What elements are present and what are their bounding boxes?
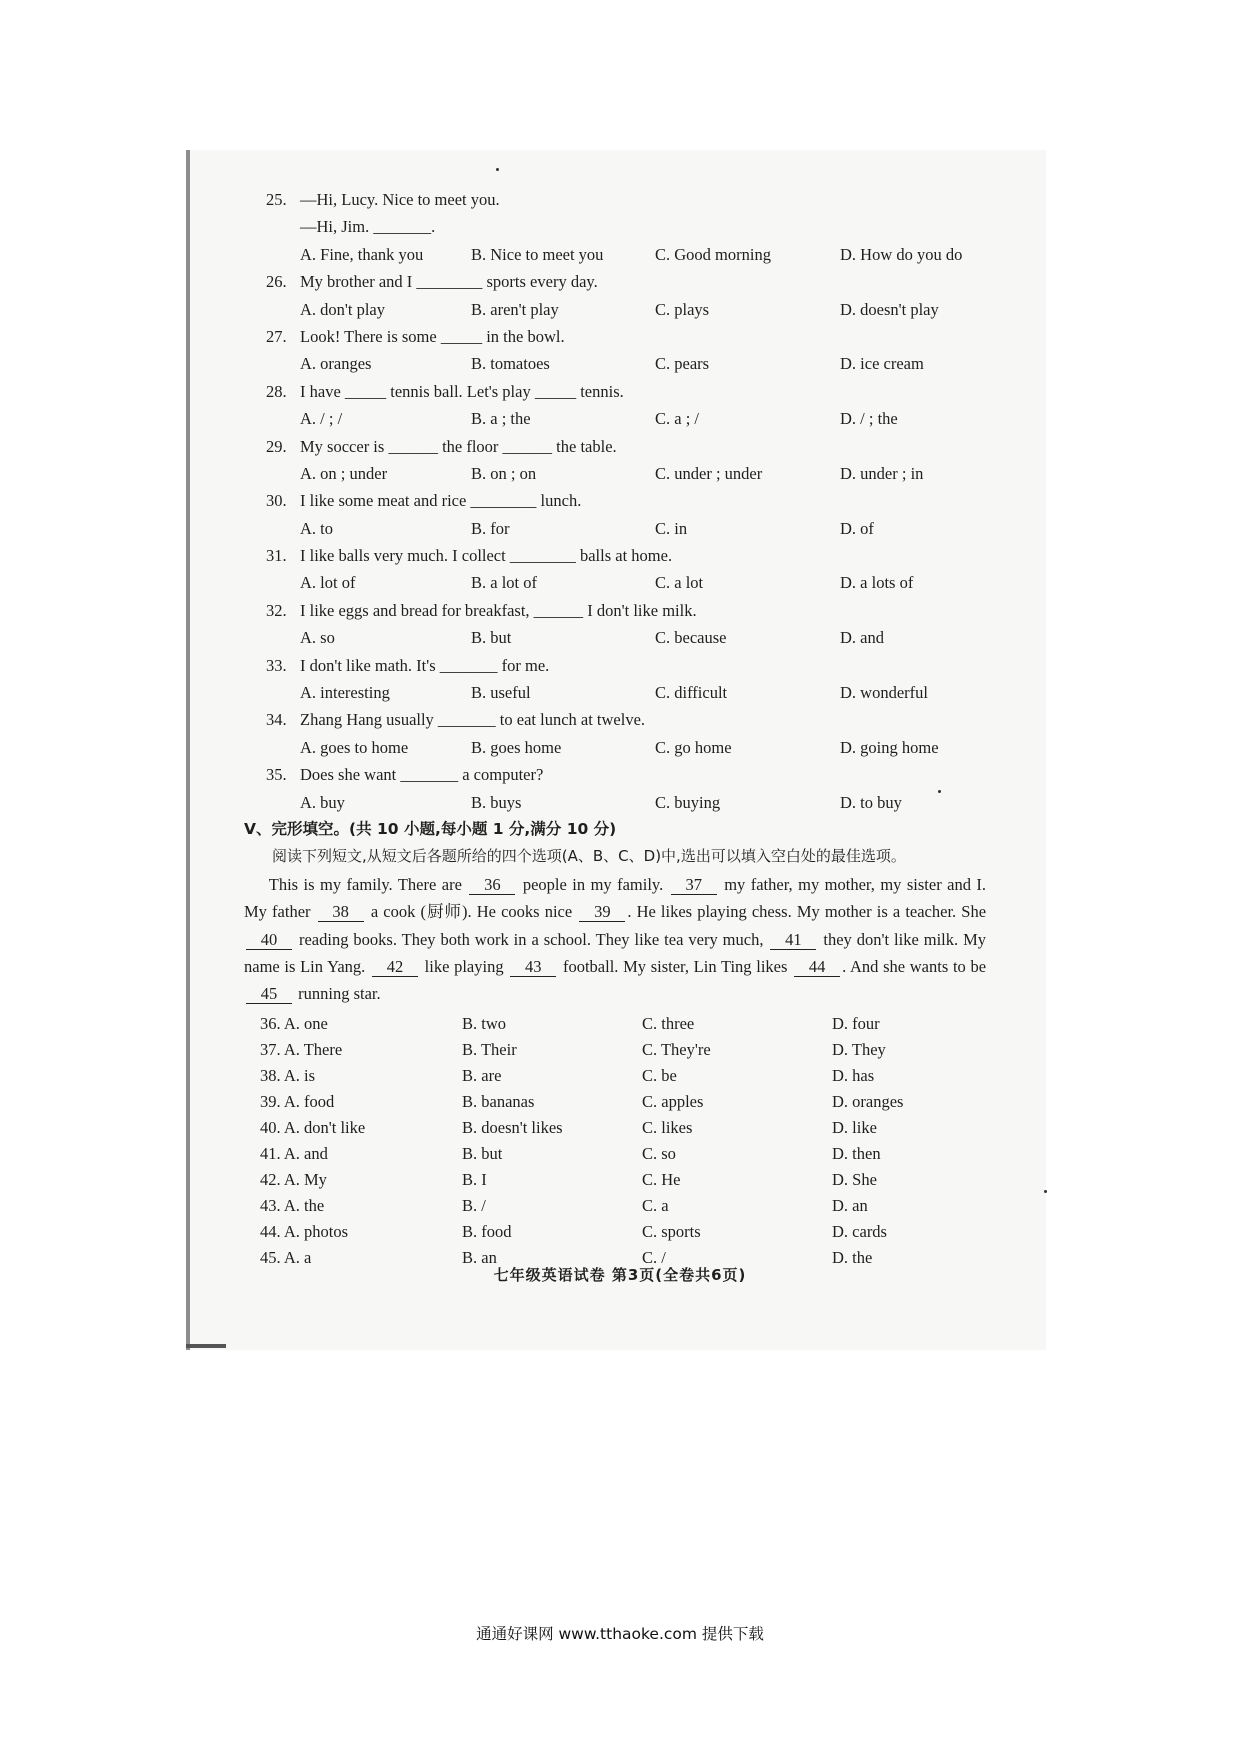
option-a: A. / ; /	[300, 409, 343, 429]
passage-text: like playing	[424, 956, 504, 976]
option-d: D. a lots of	[840, 573, 914, 593]
option-c: C. likes	[642, 1117, 693, 1137]
option-c: C. apples	[642, 1091, 704, 1111]
cloze-row-37	[260, 1036, 986, 1062]
option-a: 42. A. My	[260, 1169, 327, 1189]
options-29	[266, 460, 986, 487]
option-c: C. three	[642, 1013, 695, 1033]
question-stem: Look! There is some _____ in the bowl.	[300, 326, 565, 346]
passage-text: This is my family. There are	[268, 874, 462, 894]
option-d: D. has	[832, 1065, 875, 1085]
option-a: A. interesting	[300, 683, 390, 703]
question-number: 32.	[266, 600, 287, 620]
question-stem: My brother and I ________ sports every day.	[300, 272, 598, 292]
options-31	[266, 569, 986, 596]
question-32	[266, 597, 986, 624]
option-d: D. They	[832, 1039, 886, 1059]
option-a: 36. A. one	[260, 1013, 328, 1033]
scan-edge	[186, 1344, 226, 1348]
option-b: B. but	[471, 628, 512, 648]
question-number: 28.	[266, 381, 287, 401]
cloze-row-42	[260, 1166, 986, 1192]
option-d: D. then	[832, 1143, 881, 1163]
option-c: C. pears	[655, 354, 710, 374]
option-a: 43. A. the	[260, 1195, 325, 1215]
option-a: A. oranges	[300, 354, 372, 374]
question-stem: I like balls very much. I collect ________ balls at home.	[300, 546, 673, 566]
passage-text: . He likes playing chess. My mother is a teacher. She	[627, 902, 987, 922]
blank-39: 39	[579, 903, 625, 922]
option-d: D. doesn't play	[840, 299, 939, 319]
options-28	[266, 405, 986, 432]
question-25-reply	[266, 213, 986, 240]
question-stem: My soccer is ______ the floor ______ the table.	[300, 436, 617, 456]
option-b: B. on ; on	[471, 463, 537, 483]
question-27	[266, 323, 986, 350]
question-31	[266, 542, 986, 569]
question-26	[266, 268, 986, 295]
question-number: 25.	[266, 190, 287, 209]
option-d: D. of	[840, 518, 874, 538]
passage-text: football. My sister, Lin Ting likes	[562, 956, 788, 976]
blank-38: 38	[318, 903, 364, 922]
question-number: 33.	[266, 655, 287, 675]
option-c: C. because	[655, 628, 727, 648]
blank-37: 37	[671, 876, 717, 895]
option-a: A. lot of	[300, 573, 356, 593]
option-d: D. and	[840, 628, 884, 648]
cloze-row-36	[260, 1010, 986, 1036]
option-b: B. food	[462, 1221, 512, 1241]
option-b: B. useful	[471, 683, 531, 703]
passage-text: . And she wants to be	[842, 956, 987, 976]
download-credit: 通通好课网 www.tthaoke.com 提供下载	[476, 1625, 764, 1643]
options-26	[266, 296, 986, 323]
options-25	[266, 241, 986, 268]
option-a: A. so	[300, 628, 335, 648]
cloze-row-39	[260, 1088, 986, 1114]
option-d: D. She	[832, 1169, 877, 1189]
passage-text: my father, my mother, my sister and I. My father	[244, 874, 987, 922]
question-33	[266, 652, 986, 679]
options-30	[266, 515, 986, 542]
option-d: D. to buy	[840, 792, 902, 812]
option-d: D. going home	[840, 737, 939, 757]
option-a: 44. A. photos	[260, 1221, 349, 1241]
cloze-row-44	[260, 1218, 986, 1244]
option-b: B. two	[462, 1013, 507, 1033]
option-c: C. He	[642, 1169, 681, 1189]
option-a: A. goes to home	[300, 737, 409, 757]
option-c: C. plays	[655, 299, 710, 319]
blank-41: 41	[770, 931, 816, 950]
option-c: C. They're	[642, 1039, 711, 1059]
question-number: 34.	[266, 710, 287, 730]
option-b: B. aren't play	[471, 299, 559, 319]
option-d: D. How do you do	[840, 244, 963, 264]
blank-45: 45	[246, 985, 292, 1004]
passage-text: running star.	[298, 984, 381, 1004]
option-d: D. oranges	[832, 1091, 904, 1111]
option-b: B. buys	[471, 792, 522, 812]
option-c: C. so	[642, 1143, 676, 1163]
question-number: 26.	[266, 272, 287, 292]
option-b: B. but	[462, 1143, 503, 1163]
option-b: B. tomatoes	[471, 354, 550, 374]
blank-40: 40	[246, 931, 292, 950]
cloze-passage	[244, 871, 986, 1008]
question-stem: Does she want _______ a computer?	[300, 765, 544, 785]
blank-42: 42	[372, 958, 418, 977]
cloze-row-41	[260, 1140, 986, 1166]
option-a: 41. A. and	[260, 1143, 328, 1163]
option-b: B. a ; the	[471, 409, 531, 429]
option-c: C. under ; under	[655, 463, 763, 483]
option-d: D. ice cream	[840, 354, 924, 374]
option-c: C. buying	[655, 792, 721, 812]
section-title: V、完形填空。(共 10 小题,每小题 1 分,满分 10 分)	[244, 819, 617, 838]
cloze-row-40	[260, 1114, 986, 1140]
question-28	[266, 378, 986, 405]
option-d: D. cards	[832, 1221, 887, 1241]
option-a: 40. A. don't like	[260, 1117, 366, 1137]
passage-text: they don't like milk. My name is Lin Yang.	[244, 929, 987, 976]
cloze-options	[260, 1010, 986, 1270]
option-c: C. sports	[642, 1221, 701, 1241]
question-number: 29.	[266, 436, 287, 456]
option-c: C. a	[642, 1195, 669, 1215]
option-c: C. a ; /	[655, 409, 699, 429]
option-b: B. Nice to meet you	[471, 244, 604, 264]
option-c: C. Good morning	[655, 244, 771, 264]
option-c: C. /	[642, 1247, 666, 1267]
scan-speck	[496, 168, 499, 171]
question-number: 35.	[266, 765, 287, 785]
options-35	[266, 789, 986, 816]
question-25	[266, 186, 986, 213]
blank-43: 43	[510, 958, 556, 977]
option-d: D. four	[832, 1013, 880, 1033]
question-34	[266, 706, 986, 733]
passage-text: people in my family.	[522, 874, 664, 894]
question-stem: I don't like math. It's _______ for me.	[300, 655, 550, 675]
option-b: B. are	[462, 1065, 502, 1085]
question-35	[266, 761, 986, 788]
option-b: B. bananas	[462, 1091, 535, 1111]
option-d: D. like	[832, 1117, 877, 1137]
option-a: A. don't play	[300, 299, 386, 319]
question-30	[266, 487, 986, 514]
question-stem: I have _____ tennis ball. Let's play _____ tennis.	[300, 381, 624, 401]
question-stem: I like eggs and bread for breakfast, ______ I don't like milk.	[300, 600, 697, 620]
option-d: D. under ; in	[840, 463, 924, 483]
page-footer: 七年级英语试卷 第3页(全卷共6页)	[493, 1266, 747, 1284]
option-c: C. a lot	[655, 573, 704, 593]
cloze-row-38	[260, 1062, 986, 1088]
cloze-row-43	[260, 1192, 986, 1218]
option-b: B. /	[462, 1195, 486, 1215]
scan-speck	[1044, 1190, 1047, 1193]
option-a: A. on ; under	[300, 463, 388, 483]
option-a: A. Fine, thank you	[300, 244, 424, 264]
option-c: C. difficult	[655, 683, 728, 703]
option-b: B. doesn't likes	[462, 1117, 563, 1137]
passage-text: reading books. They both work in a school. They like tea very much,	[298, 929, 764, 949]
blank-36: 36	[469, 876, 515, 895]
option-b: B. goes home	[471, 737, 562, 757]
question-stem-line2: —Hi, Jim. _______.	[300, 217, 436, 237]
question-29	[266, 433, 986, 460]
option-b: B. Their	[462, 1039, 517, 1059]
section-instructions: 阅读下列短文,从短文后各题所给的四个选项(A、B、C、D)中,选出可以填入空白处的最佳选项。	[272, 847, 906, 866]
option-b: B. for	[471, 518, 510, 538]
option-a: 37. A. There	[260, 1039, 343, 1059]
option-b: B. I	[462, 1169, 487, 1189]
options-32	[266, 624, 986, 651]
option-c: C. in	[655, 518, 688, 538]
option-a: 45. A. a	[260, 1247, 312, 1267]
exam-content	[244, 186, 987, 1270]
question-stem: I like some meat and rice ________ lunch.	[300, 491, 582, 511]
question-stem: —Hi, Lucy. Nice to meet you.	[300, 190, 500, 209]
options-34	[266, 734, 986, 761]
question-number: 27.	[266, 326, 287, 346]
option-d: D. wonderful	[840, 683, 928, 703]
option-a: A. buy	[300, 792, 345, 812]
blank-44: 44	[794, 958, 840, 977]
option-a: 39. A. food	[260, 1091, 335, 1111]
question-stem: Zhang Hang usually _______ to eat lunch at twelve.	[300, 710, 646, 730]
option-c: C. be	[642, 1065, 677, 1085]
option-a: 38. A. is	[260, 1065, 316, 1085]
option-d: D. / ; the	[840, 409, 898, 429]
option-d: D. the	[832, 1247, 873, 1267]
option-b: B. an	[462, 1247, 497, 1267]
question-number: 31.	[266, 546, 287, 566]
option-b: B. a lot of	[471, 573, 537, 593]
passage-text: a cook (厨师). He cooks nice	[370, 902, 573, 922]
option-a: A. to	[300, 518, 333, 538]
option-d: D. an	[832, 1195, 868, 1215]
options-33	[266, 679, 986, 706]
options-27	[266, 350, 986, 377]
option-c: C. go home	[655, 737, 732, 757]
question-number: 30.	[266, 491, 287, 511]
